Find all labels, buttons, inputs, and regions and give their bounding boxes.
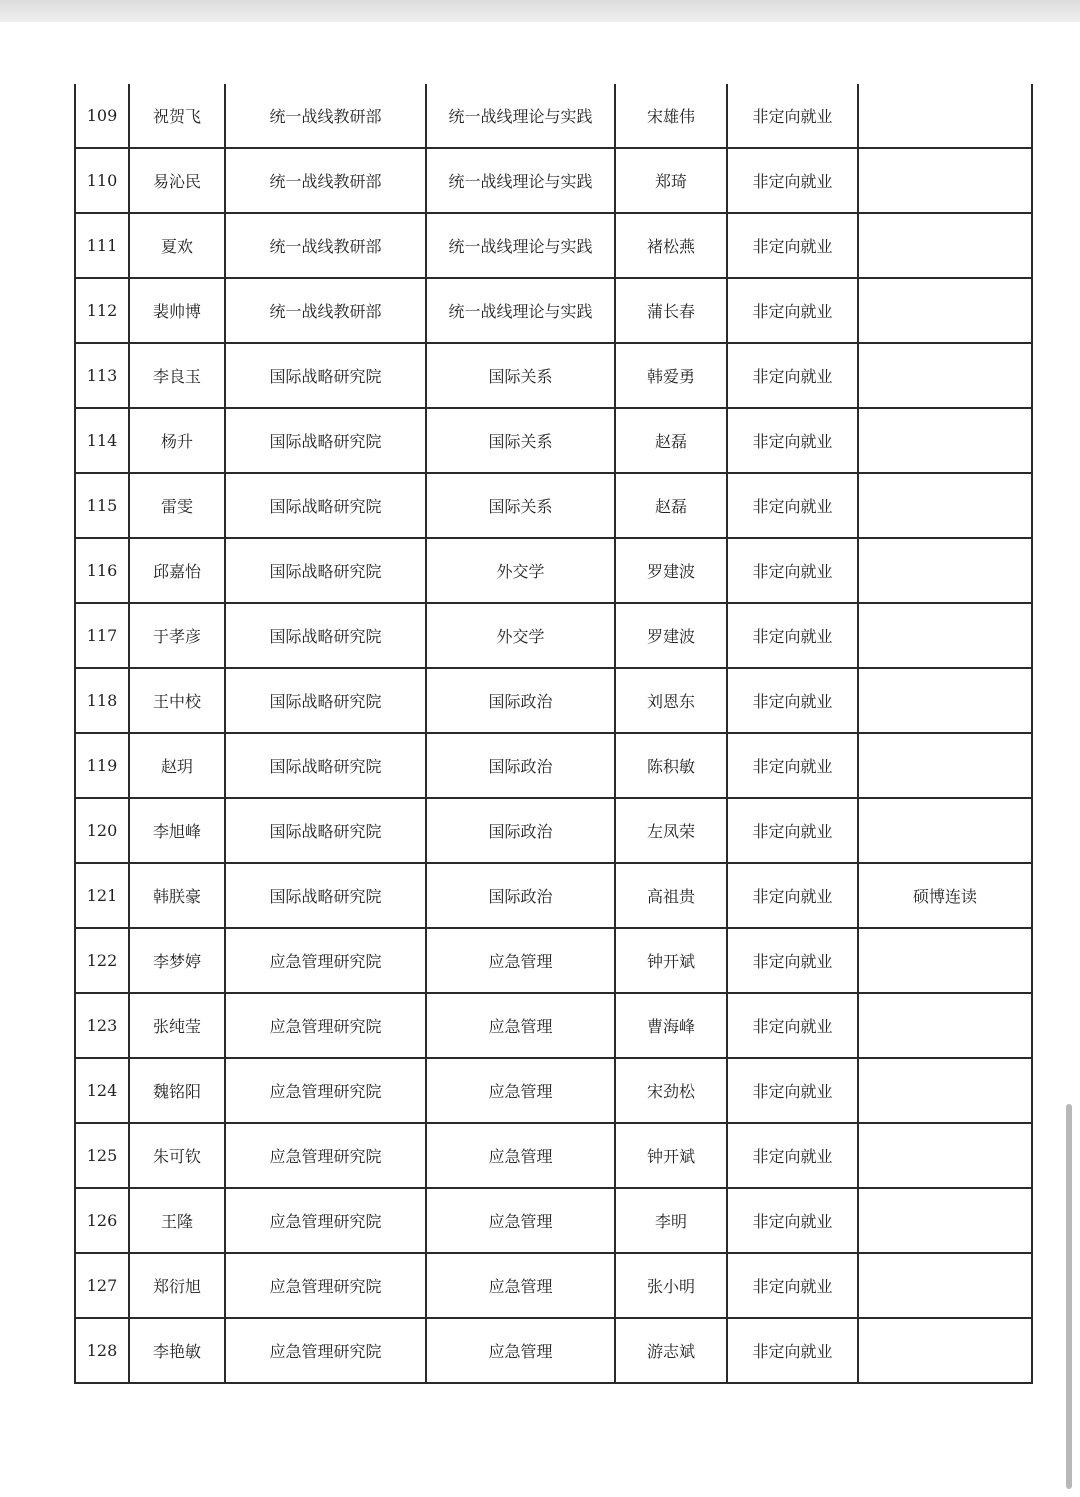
serial-number-cell: 119	[75, 733, 129, 798]
serial-number-cell: 116	[75, 538, 129, 603]
department-cell: 统一战线教研部	[225, 84, 426, 148]
student-name-cell: 裴帅博	[129, 278, 225, 343]
major-cell: 应急管理	[426, 1318, 615, 1383]
remark-cell	[858, 538, 1032, 603]
remark-cell	[858, 343, 1032, 408]
department-cell: 国际战略研究院	[225, 408, 426, 473]
major-cell: 国际关系	[426, 343, 615, 408]
remark-cell	[858, 1253, 1032, 1318]
table-row	[75, 84, 1032, 148]
serial-number-cell: 115	[75, 473, 129, 538]
department-cell: 应急管理研究院	[225, 1318, 426, 1383]
remark-cell	[858, 928, 1032, 993]
serial-number-cell: 123	[75, 993, 129, 1058]
employment-type-cell: 非定向就业	[727, 1058, 858, 1123]
remark-cell	[858, 668, 1032, 733]
major-cell: 统一战线理论与实践	[426, 278, 615, 343]
admission-table	[74, 84, 1031, 1384]
employment-type-cell: 非定向就业	[727, 538, 858, 603]
table-row	[75, 148, 1032, 213]
supervisor-cell: 赵磊	[615, 408, 727, 473]
table-row	[75, 993, 1032, 1058]
serial-number-cell: 110	[75, 148, 129, 213]
major-cell: 统一战线理论与实践	[426, 84, 615, 148]
major-cell: 外交学	[426, 603, 615, 668]
supervisor-cell: 李明	[615, 1188, 727, 1253]
department-cell: 国际战略研究院	[225, 343, 426, 408]
serial-number-cell: 126	[75, 1188, 129, 1253]
major-cell: 国际政治	[426, 668, 615, 733]
supervisor-cell: 韩爱勇	[615, 343, 727, 408]
remark-cell	[858, 84, 1032, 148]
major-cell: 统一战线理论与实践	[426, 148, 615, 213]
remark-cell	[858, 148, 1032, 213]
department-cell: 国际战略研究院	[225, 668, 426, 733]
supervisor-cell: 罗建波	[615, 603, 727, 668]
serial-number-cell: 121	[75, 863, 129, 928]
table-row	[75, 928, 1032, 993]
supervisor-cell: 刘恩东	[615, 668, 727, 733]
remark-cell	[858, 408, 1032, 473]
supervisor-cell: 蒲长春	[615, 278, 727, 343]
student-name-cell: 朱可钦	[129, 1123, 225, 1188]
employment-type-cell: 非定向就业	[727, 668, 858, 733]
remark-cell	[858, 1123, 1032, 1188]
table-row	[75, 798, 1032, 863]
department-cell: 应急管理研究院	[225, 1123, 426, 1188]
supervisor-cell: 游志斌	[615, 1318, 727, 1383]
supervisor-cell: 宋劲松	[615, 1058, 727, 1123]
employment-type-cell: 非定向就业	[727, 863, 858, 928]
serial-number-cell: 117	[75, 603, 129, 668]
table-row	[75, 1058, 1032, 1123]
serial-number-cell: 112	[75, 278, 129, 343]
employment-type-cell: 非定向就业	[727, 278, 858, 343]
table-row	[75, 603, 1032, 668]
serial-number-cell: 109	[75, 84, 129, 148]
major-cell: 国际政治	[426, 798, 615, 863]
serial-number-cell: 118	[75, 668, 129, 733]
student-name-cell: 夏欢	[129, 213, 225, 278]
supervisor-cell: 张小明	[615, 1253, 727, 1318]
student-name-cell: 雷雯	[129, 473, 225, 538]
employment-type-cell: 非定向就业	[727, 213, 858, 278]
table-row	[75, 408, 1032, 473]
student-name-cell: 王隆	[129, 1188, 225, 1253]
employment-type-cell: 非定向就业	[727, 603, 858, 668]
department-cell: 应急管理研究院	[225, 1058, 426, 1123]
student-name-cell: 于孝彦	[129, 603, 225, 668]
supervisor-cell: 郑琦	[615, 148, 727, 213]
serial-number-cell: 122	[75, 928, 129, 993]
department-cell: 国际战略研究院	[225, 473, 426, 538]
table-body	[75, 84, 1032, 1383]
department-cell: 统一战线教研部	[225, 278, 426, 343]
supervisor-cell: 罗建波	[615, 538, 727, 603]
employment-type-cell: 非定向就业	[727, 473, 858, 538]
top-bar	[0, 0, 1080, 22]
remark-cell	[858, 798, 1032, 863]
serial-number-cell: 113	[75, 343, 129, 408]
supervisor-cell: 曹海峰	[615, 993, 727, 1058]
major-cell: 外交学	[426, 538, 615, 603]
major-cell: 应急管理	[426, 1123, 615, 1188]
table-row	[75, 1123, 1032, 1188]
student-name-cell: 邱嘉怡	[129, 538, 225, 603]
department-cell: 统一战线教研部	[225, 213, 426, 278]
employment-type-cell: 非定向就业	[727, 1188, 858, 1253]
serial-number-cell: 120	[75, 798, 129, 863]
employment-type-cell: 非定向就业	[727, 84, 858, 148]
remark-cell	[858, 1058, 1032, 1123]
major-cell: 统一战线理论与实践	[426, 213, 615, 278]
vertical-scrollbar[interactable]	[1066, 1104, 1072, 1489]
major-cell: 应急管理	[426, 1058, 615, 1123]
table-row	[75, 278, 1032, 343]
department-cell: 应急管理研究院	[225, 928, 426, 993]
table-row	[75, 668, 1032, 733]
employment-type-cell: 非定向就业	[727, 1253, 858, 1318]
employment-type-cell: 非定向就业	[727, 993, 858, 1058]
student-name-cell: 祝贺飞	[129, 84, 225, 148]
remark-cell	[858, 278, 1032, 343]
major-cell: 国际关系	[426, 473, 615, 538]
table-row	[75, 343, 1032, 408]
student-name-cell: 张纯莹	[129, 993, 225, 1058]
table-row	[75, 473, 1032, 538]
remark-cell	[858, 733, 1032, 798]
remark-cell: 硕博连读	[858, 863, 1032, 928]
major-cell: 应急管理	[426, 1253, 615, 1318]
student-name-cell: 赵玥	[129, 733, 225, 798]
supervisor-cell: 陈积敏	[615, 733, 727, 798]
department-cell: 应急管理研究院	[225, 993, 426, 1058]
employment-type-cell: 非定向就业	[727, 798, 858, 863]
student-name-cell: 易沁民	[129, 148, 225, 213]
department-cell: 国际战略研究院	[225, 863, 426, 928]
student-name-cell: 魏铭阳	[129, 1058, 225, 1123]
remark-cell	[858, 213, 1032, 278]
supervisor-cell: 高祖贵	[615, 863, 727, 928]
serial-number-cell: 114	[75, 408, 129, 473]
employment-type-cell: 非定向就业	[727, 1318, 858, 1383]
department-cell: 国际战略研究院	[225, 733, 426, 798]
student-name-cell: 李良玉	[129, 343, 225, 408]
employment-type-cell: 非定向就业	[727, 928, 858, 993]
employment-type-cell: 非定向就业	[727, 1123, 858, 1188]
employment-type-cell: 非定向就业	[727, 733, 858, 798]
employment-type-cell: 非定向就业	[727, 148, 858, 213]
serial-number-cell: 127	[75, 1253, 129, 1318]
department-cell: 国际战略研究院	[225, 538, 426, 603]
remark-cell	[858, 1188, 1032, 1253]
table-row	[75, 213, 1032, 278]
major-cell: 国际关系	[426, 408, 615, 473]
table-row	[75, 538, 1032, 603]
employment-type-cell: 非定向就业	[727, 343, 858, 408]
student-name-cell: 王中校	[129, 668, 225, 733]
table-row	[75, 1253, 1032, 1318]
student-name-cell: 韩朕豪	[129, 863, 225, 928]
student-name-cell: 李旭峰	[129, 798, 225, 863]
major-cell: 国际政治	[426, 863, 615, 928]
department-cell: 应急管理研究院	[225, 1253, 426, 1318]
table-row	[75, 1188, 1032, 1253]
supervisor-cell: 褚松燕	[615, 213, 727, 278]
table-row	[75, 733, 1032, 798]
remark-cell	[858, 1318, 1032, 1383]
supervisor-cell: 宋雄伟	[615, 84, 727, 148]
remark-cell	[858, 603, 1032, 668]
remark-cell	[858, 993, 1032, 1058]
remark-cell	[858, 473, 1032, 538]
department-cell: 统一战线教研部	[225, 148, 426, 213]
major-cell: 国际政治	[426, 733, 615, 798]
student-name-cell: 杨升	[129, 408, 225, 473]
department-cell: 应急管理研究院	[225, 1188, 426, 1253]
student-name-cell: 李艳敏	[129, 1318, 225, 1383]
supervisor-cell: 钟开斌	[615, 1123, 727, 1188]
table-row	[75, 1318, 1032, 1383]
major-cell: 应急管理	[426, 993, 615, 1058]
student-name-cell: 李梦婷	[129, 928, 225, 993]
student-table	[74, 84, 1033, 1384]
employment-type-cell: 非定向就业	[727, 408, 858, 473]
supervisor-cell: 赵磊	[615, 473, 727, 538]
student-name-cell: 郑衍旭	[129, 1253, 225, 1318]
supervisor-cell: 钟开斌	[615, 928, 727, 993]
serial-number-cell: 111	[75, 213, 129, 278]
table-row	[75, 863, 1032, 928]
department-cell: 国际战略研究院	[225, 798, 426, 863]
serial-number-cell: 128	[75, 1318, 129, 1383]
supervisor-cell: 左凤荣	[615, 798, 727, 863]
serial-number-cell: 125	[75, 1123, 129, 1188]
major-cell: 应急管理	[426, 928, 615, 993]
serial-number-cell: 124	[75, 1058, 129, 1123]
major-cell: 应急管理	[426, 1188, 615, 1253]
department-cell: 国际战略研究院	[225, 603, 426, 668]
